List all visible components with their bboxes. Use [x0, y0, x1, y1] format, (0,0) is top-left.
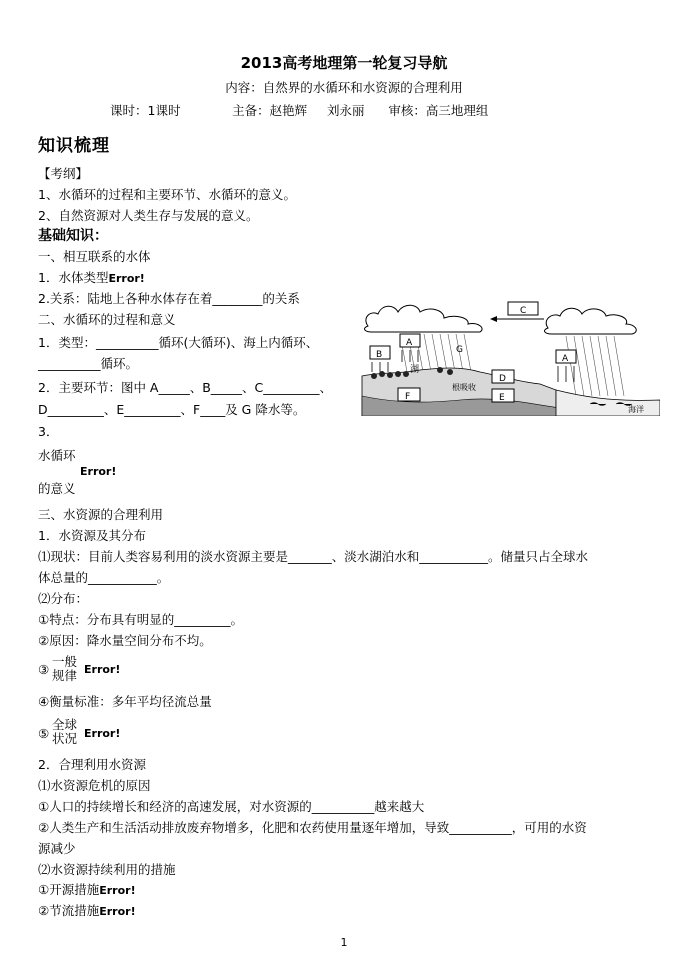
part3-c3-top: 一般: [52, 654, 78, 669]
part2-line1a: 1．类型：__________循环(大循环)、海上内循环、: [38, 335, 319, 350]
ocean-area: [556, 390, 660, 416]
page-title: 2013高考地理第一轮复习导航: [240, 54, 448, 72]
error-text: Error!: [84, 663, 121, 676]
part3-c5-mark: ⑤: [38, 726, 50, 741]
diagram-label-b: B: [376, 350, 383, 360]
cloud-icon: [545, 308, 637, 334]
basic-heading: 基础知识：: [38, 228, 108, 244]
page-subtitle: 内容：自然界的水循环和水资源的合理利用: [225, 80, 463, 95]
error-text: Error!: [108, 272, 145, 285]
part3-c1: ①特点：分布具有明显的_________。: [38, 612, 243, 627]
meaning-bottom: 的意义: [38, 481, 76, 496]
page-number: 1: [340, 936, 348, 949]
part3-s2: 2．合理利用水资源: [38, 757, 146, 772]
diagram-label-a: A: [562, 354, 569, 364]
diagram-label-a: A: [406, 338, 413, 348]
diagram-label-f: F: [405, 392, 411, 402]
part3-c3-stack: [52, 655, 77, 683]
part1-line1-text: 1．水体类型: [38, 270, 109, 285]
part3-c2: ②原因：降水量空间分布不均。: [38, 633, 212, 648]
part2-line3: 3．: [38, 424, 59, 439]
part2-line2b: D_________、E_________、F____及 G 降水等。: [38, 402, 306, 417]
part1-line2: 2.关系：陆地上各种水体存在着________的关系: [38, 291, 300, 306]
part3-r1: ①人口的持续增长和经济的高速发展，对水资源的__________越来越大: [38, 799, 425, 814]
error-text: Error!: [99, 884, 136, 897]
part3-c4: ④衡量标准：多年平均径流总量: [38, 694, 212, 709]
part3-r2b: 源减少: [38, 841, 76, 856]
part3-s1-1b: 体总量的___________。: [38, 570, 170, 585]
diagram-label-d: D: [499, 374, 506, 384]
part3-s2-1: ⑴水资源危机的原因: [38, 778, 151, 793]
diagram-label-g: G: [456, 345, 463, 355]
part2-line2a: 2．主要环节：图中 A_____、B_____、C_________、: [38, 380, 333, 395]
part3-s1-1: ⑴现状：目前人类容易利用的淡水资源主要是_______、淡水湖泊水和___________。储量只占全球水: [38, 549, 589, 564]
water-cycle-diagram: [360, 292, 660, 416]
section-title: 知识梳理: [38, 136, 110, 156]
kaogang-item: 2、自然资源对人类生存与发展的意义。: [38, 208, 259, 223]
diagram-label-c: C: [520, 306, 527, 316]
part3-c3-mark: ③: [38, 662, 50, 677]
part3-s1-2: ⑵分布：: [38, 591, 89, 606]
diagram-label-ocean: 海洋: [628, 405, 644, 414]
part3-c5-stack: [52, 718, 77, 746]
part3-m2: [38, 903, 136, 920]
part3-c5-bottom: 状况: [52, 731, 78, 746]
meaning-top: 水循环: [38, 448, 76, 463]
part3-m2-text: ②节流措施: [38, 903, 100, 918]
error-text: Error!: [80, 465, 117, 478]
part2-line1b: __________循环。: [38, 356, 139, 371]
cloud-icon: [365, 305, 483, 332]
part2-heading: 二、水循环的过程和意义: [38, 312, 176, 327]
part3-m1-text: ①开源措施: [38, 882, 100, 897]
page-meta: 课时：1课时 主备：赵艳辉 刘永丽 审核：高三地理组: [110, 103, 489, 118]
part3-c3-bottom: 规律: [52, 668, 78, 683]
error-text: Error!: [84, 727, 121, 740]
part3-m1: [38, 882, 136, 899]
error-text: Error!: [99, 905, 136, 918]
part1-line1: [38, 270, 145, 287]
part1-heading: 一、相互联系的水体: [38, 249, 151, 264]
kaogang-heading: 【考纲】: [38, 166, 89, 181]
part3-heading: 三、水资源的合理利用: [38, 507, 164, 522]
part3-r2a: ②人类生产和生活活动排放废弃物增多，化肥和农药使用量逐年增加，导致__________，可用的水资: [38, 820, 587, 835]
diagram-label-e: E: [499, 393, 505, 403]
diagram-label-lake: 湖: [410, 365, 420, 375]
part3-s1: 1．水资源及其分布: [38, 528, 146, 543]
part3-s2-2: ⑵水资源持续利用的措施: [38, 862, 176, 877]
diagram-label-root: 根吸收: [452, 383, 476, 392]
part3-c5-top: 全球: [52, 717, 78, 732]
kaogang-item: 1、水循环的过程和主要环节、水循环的意义。: [38, 187, 296, 202]
